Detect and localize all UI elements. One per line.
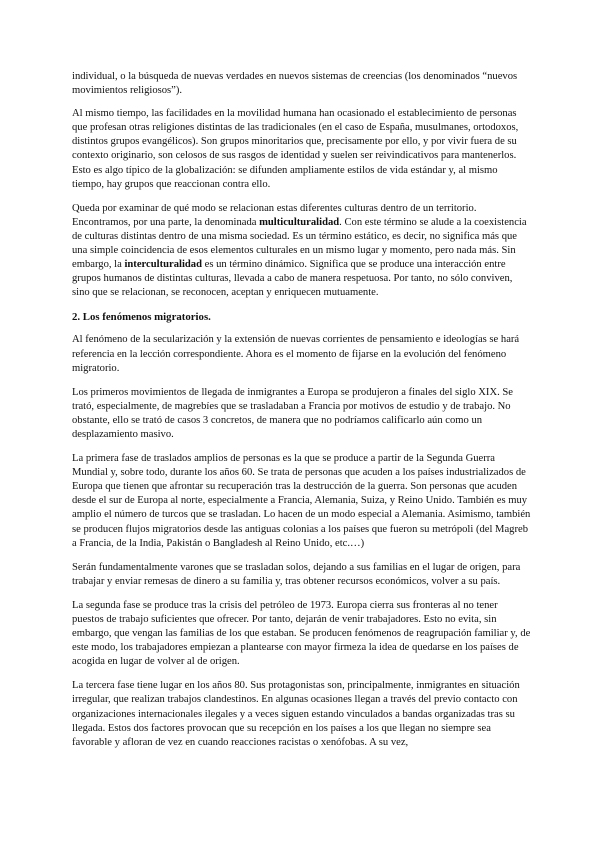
paragraph-text: . Con este término se alude a la coexistencia de culturas distintas dentro de una misma sociedad. Es un término estático, es decir, no significa más que una simple coincidencia de esos elementos culturales en un mismo lugar y momento, pero nada más. Sin embargo, la [72,216,527,271]
paragraph-text: Queda por examinar de qué modo se relacionan estas diferentes culturas dentro de un territorio. Encontramos, por una parte, la denominada [72,202,477,228]
paragraph-text: es un término dinámico. Significa que se produce una interacción entre grupos humanos de distintas culturas, llevada a cabo de manera respetuosa. Por tanto, no sólo conviven, sino que se relacionan, se reconocen, aceptan y enriquecen mutuamente. [72,259,513,299]
paragraph-second-phase: La segunda fase se produce tras la crisis del petróleo de 1973. Europa cierra sus fronteras al no tener puestos de trabajo suficientes que ofrecer. Por tanto, dejarán de venir trabajadores. Esto no evita, sin embargo, que vengan las familias de los que estaban. Se producen fenómenos de reagrupación familiar y, de este modo, los trabajadores empiezan a plantearse con mayor firmeza la idea de quedarse en los países de acogida en lugar de volver al de origen. [72,599,531,668]
paragraph-male-workers: Serán fundamentalmente varones que se trasladan solos, dejando a sus familias en el lugar de origen, para trabajar y enviar remesas de dinero a su familia y, tras obtener recursos económicos, volver a su país. [72,561,521,587]
section-heading: 2. Los fenómenos migratorios. [72,311,211,324]
paragraph-secularization: Al fenómeno de la secularización y la extensión de nuevas corrientes de pensamiento e ideologías se hará referencia en la lección correspondiente. Ahora es el momento de fijarse en la evolución del fenómeno migratorio. [72,334,520,374]
paragraph-third-phase: La tercera fase tiene lugar en los años 80. Sus protagonistas son, principalmente, inmigrantes en situación irregular, que realizan trabajos clandestinos. En algunas ocasiones llegan a través del previo contacto con organizaciones internacionales ilegales y a veces siguen estando vinculados a bandas organizadas tras su llegada. Estos dos factores provocan que su recepción en los países a los que llegan no siempre sea favorable y afloran de vez en cuando reacciones racistas o xenófobas. A su vez, [72,680,520,748]
paragraph-religious-movements: individual, o la búsqueda de nuevas verdades en nuevos sistemas de creencias (los denominados “nuevos movimientos religiosos”). [72,71,518,97]
document-body [72,70,532,760]
paragraph-first-movements: Los primeros movimientos de llegada de inmigrantes a Europa se produjeron a finales del siglo XIX. Se trató, especialmente, de magrebíes que se trasladaban a Francia por motivos de estudio y de trabajo. No obstante, ello se trató de casos 3 concretos, de manera que no podríamos calificarlo aún como un desplazamiento masivo. [72,386,514,440]
paragraph-human-mobility: Al mismo tiempo, las facilidades en la movilidad humana han ocasionado el establecimiento de personas que profesan otras religiones distintas de las tradicionales (en el caso de España, musulmanes, ortodoxos, distintos grupos evangélicos). Son grupos minoritarios que, precisamente por ello, y por vivir fuera de su contexto originario, son celosos de sus rasgos de identidad y suelen ser reivindicativos para mantenerlos. Esto es algo típico de la globalización: se difunden ampliamente estilos de vida estándar y, al mismo tiempo, hay grupos que reaccionan contra ello. [72,108,519,190]
term-multiculturalidad: multiculturalidad [259,216,340,228]
paragraph-first-phase: La primera fase de traslados amplios de personas es la que se produce a partir de la Segunda Guerra Mundial y, sobre todo, durante los años 60. Se trata de personas que acuden a los países industrializados de Europa que tienen que afrontar su recuperación tras la destrucción de la guerra. Son personas que acuden desde el sur de Europa al norte, especialmente a Francia, Alemania, Suiza, y Reino Unido. También es muy amplio el número de turcos que se trasladan. Lo hacen de un modo especial a Alemania. Asimismo, también se producen flujos migratorios desde las antiguas colonias a los países que fueron su metrópoli (del Magreb a Francia, de la India, Pakistán o Bangladesh al Reino Unido, etc.…) [72,453,531,549]
term-interculturalidad: interculturalidad [124,259,202,271]
paragraph-multiculturalism [72,202,532,301]
